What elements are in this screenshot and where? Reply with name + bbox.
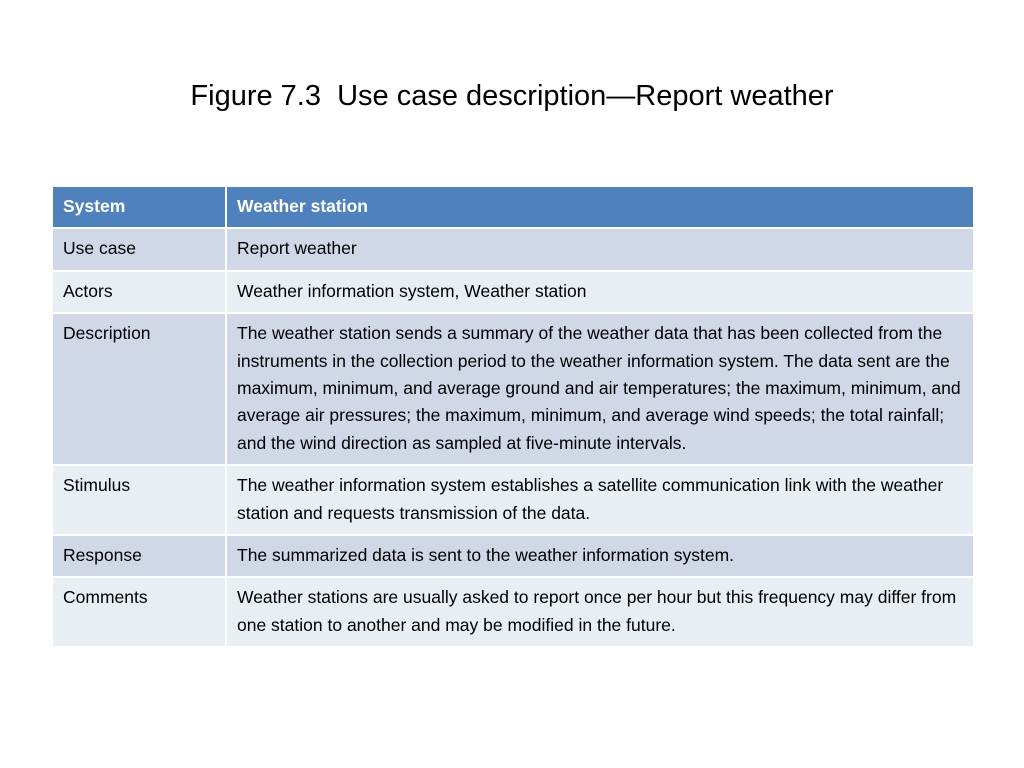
row-value-cell: Weather stations are usually asked to report once per hour but this frequency may differ from one station to another and may be modified in the future. [226, 577, 974, 647]
row-value-cell: The weather station sends a summary of the weather data that has been collected from the instruments in the collection period to the weather information system. The data sent are the maximum, minimum, and average ground and air temperatures; the maximum, minimum, and average air pressures; the maximum, minimum, and average wind speeds; the total rainfall; and the wind direction as sampled at five-minute intervals. [226, 313, 974, 465]
table-header-row [52, 186, 974, 228]
row-key-cell: Actors [52, 271, 226, 313]
table-row-comments [52, 577, 974, 647]
table-row-actors [52, 271, 974, 313]
table-row-stimulus [52, 465, 974, 535]
use-case-table [51, 185, 975, 648]
row-value-cell: The weather information system establishes a satellite communication link with the weather station and requests transmission of the data. [226, 465, 974, 535]
row-value-cell: Report weather [226, 228, 974, 270]
row-key-cell: Use case [52, 228, 226, 270]
row-key-cell: Comments [52, 577, 226, 647]
table-row-use-case [52, 228, 974, 270]
row-key-cell: Response [52, 535, 226, 577]
row-key-cell: Stimulus [52, 465, 226, 535]
row-key-cell: Description [52, 313, 226, 465]
row-value-cell: The summarized data is sent to the weather information system. [226, 535, 974, 577]
row-value-cell: Weather information system, Weather station [226, 271, 974, 313]
table-row-response [52, 535, 974, 577]
slide-title: Figure 7.3 Use case description—Report weather [190, 80, 834, 112]
header-value-cell: Weather station [226, 186, 974, 228]
table-row-description [52, 313, 974, 465]
header-key-cell: System [52, 186, 226, 228]
